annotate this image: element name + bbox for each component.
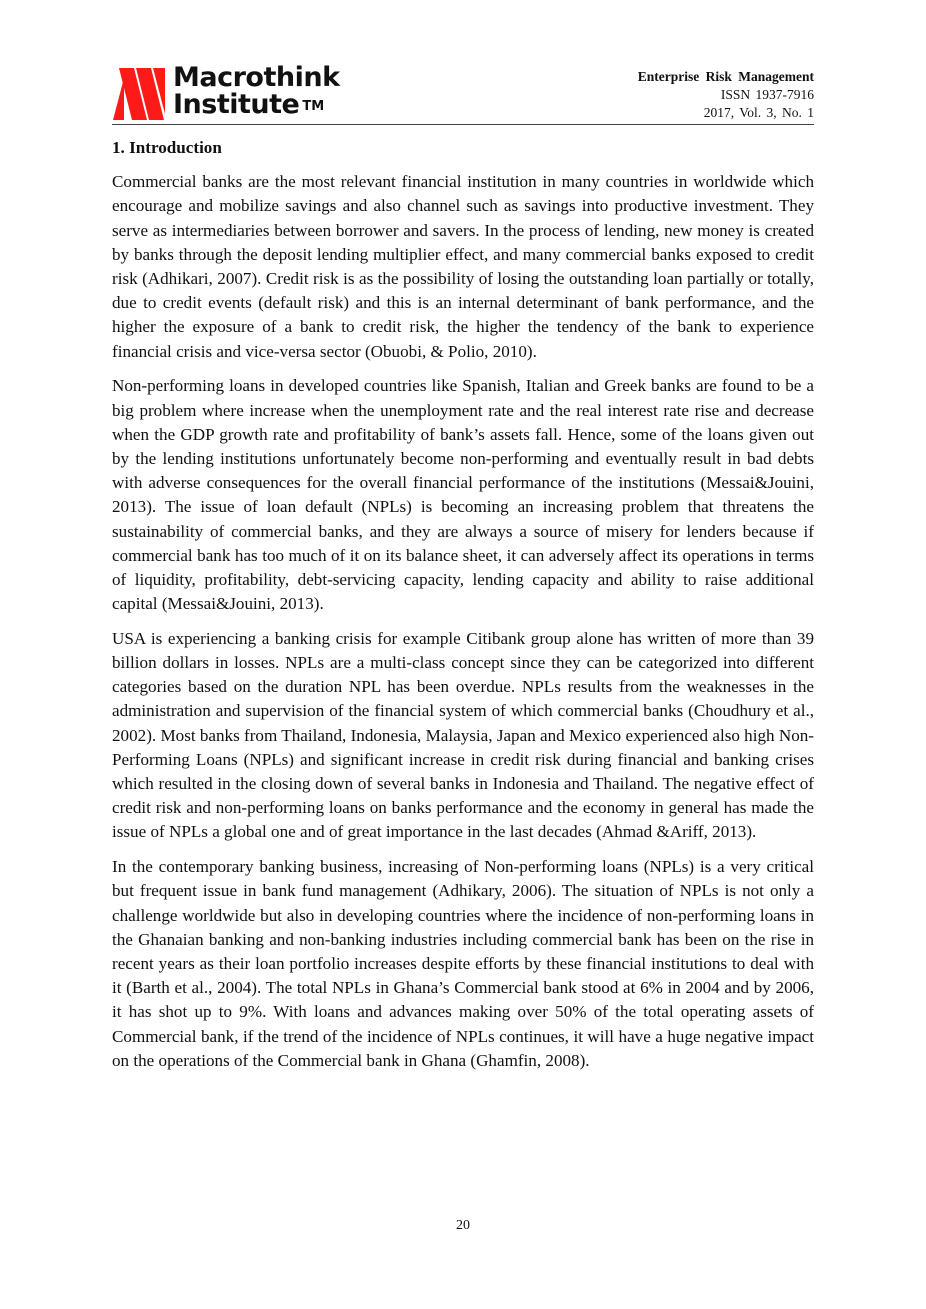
trademark-symbol: TM: [302, 99, 325, 114]
journal-issn: ISSN 1937-7916: [720, 87, 814, 102]
logo-line-2: [173, 91, 340, 118]
header-divider: [112, 124, 814, 125]
paragraph: USA is experiencing a banking crisis for example Citibank group alone has written of more than 39 billion dollars in losses. NPLs are a multi-class concept since they can be categorized into different categories based on the duration NPL has been overdue. NPLs results from the weaknesses in the administration and supervision of the financial system of which commercial banks (Choudhury et al., 2002). Most banks from Thailand, Indonesia, Malaysia, Japan and Mexico experienced also high Non-Performing Loans (NPLs) and significant increase in credit risk during financial and banking crises which resulted in the closing down of several banks in Indonesia and Thailand. The negative effect of credit risk and non-performing loans on banks performance and the economy in general has made the issue of NPLs a global one and of great importance in the last decades (Ahmad &Ariff, 2013).: [112, 628, 814, 842]
paragraph: Commercial banks are the most relevant financial institution in many countries in worldwide which encourage and mobilize savings and also channel such as savings into productive investment. They serve as intermediaries between borrower and savers. In the process of lending, new money is created by banks through the deposit lending multiplier effect, and many commercial banks exposed to credit risk (Adhikari, 2007). Credit risk is as the possibility of losing the outstanding loan partially or totally, due to credit events (default risk) and this is an internal determinant of bank performance, and the higher the exposure of a bank to credit risk, the higher the tendency of the bank to experience financial crisis and vice-versa sector (Obuobi, & Polio, 2010).: [112, 172, 814, 361]
page-header: [112, 64, 814, 124]
journal-volume: 2017, Vol. 3, No. 1: [703, 105, 814, 120]
page-number: 20: [456, 1218, 470, 1233]
logo-line-1: Macrothink: [173, 62, 340, 93]
article-body: [112, 136, 814, 1084]
publisher-logo: [112, 62, 352, 122]
paragraph: In the contemporary banking business, increasing of Non-performing loans (NPLs) is a very critical but frequent issue in bank fund management (Adhikary, 2006). The situation of NPLs is not only a challenge worldwide but also in developing countries where the incidence of non-performing loans in the Ghanaian banking and non-banking industries including commercial bank has been on the rise in recent years as their loan portfolio increases despite efforts by these financial institutions to deal with it (Barth et al., 2004). The total NPLs in Ghana’s Commercial bank stood at 6% in 2004 and by 2006, it has shot up to 9%. With loans and advances making over 50% of the total operating assets of Commercial bank, if the trend of the incidence of NPLs continues, it will have a huge negative impact on the operations of the Commercial bank in Ghana (Ghamfin, 2008).: [112, 857, 814, 1070]
section-heading: 1. Introduction: [112, 138, 222, 157]
journal-title: Enterprise Risk Management: [637, 69, 814, 84]
macrothink-logo-icon: [113, 68, 169, 120]
logo-wordmark: [173, 64, 340, 118]
logo-line-2-text: Institute: [173, 89, 300, 120]
paragraph: Non-performing loans in developed countries like Spanish, Italian and Greek banks are found to be a big problem where increase when the unemployment rate and the real interest rate rise and decrease when the GDP growth rate and profitability of bank’s assets fall. Hence, some of the loans given out by the lending institutions unfortunately become non-performing and eventually result in bad debts with adverse consequences for the overall financial performance of the institutions (Messai&Jouini, 2013). The issue of loan default (NPLs) is becoming an increasing problem that threatens the sustainability of commercial banks, and they are always a source of misery for lenders because if commercial bank has too much of it on its balance sheet, it can adversely affect its operations in terms of liquidity, profitability, debt-servicing capacity, lending capacity and ability to raise additional capital (Messai&Jouini, 2013).: [112, 376, 814, 614]
journal-info: [638, 68, 814, 122]
logo-stripe-1: [113, 78, 124, 120]
